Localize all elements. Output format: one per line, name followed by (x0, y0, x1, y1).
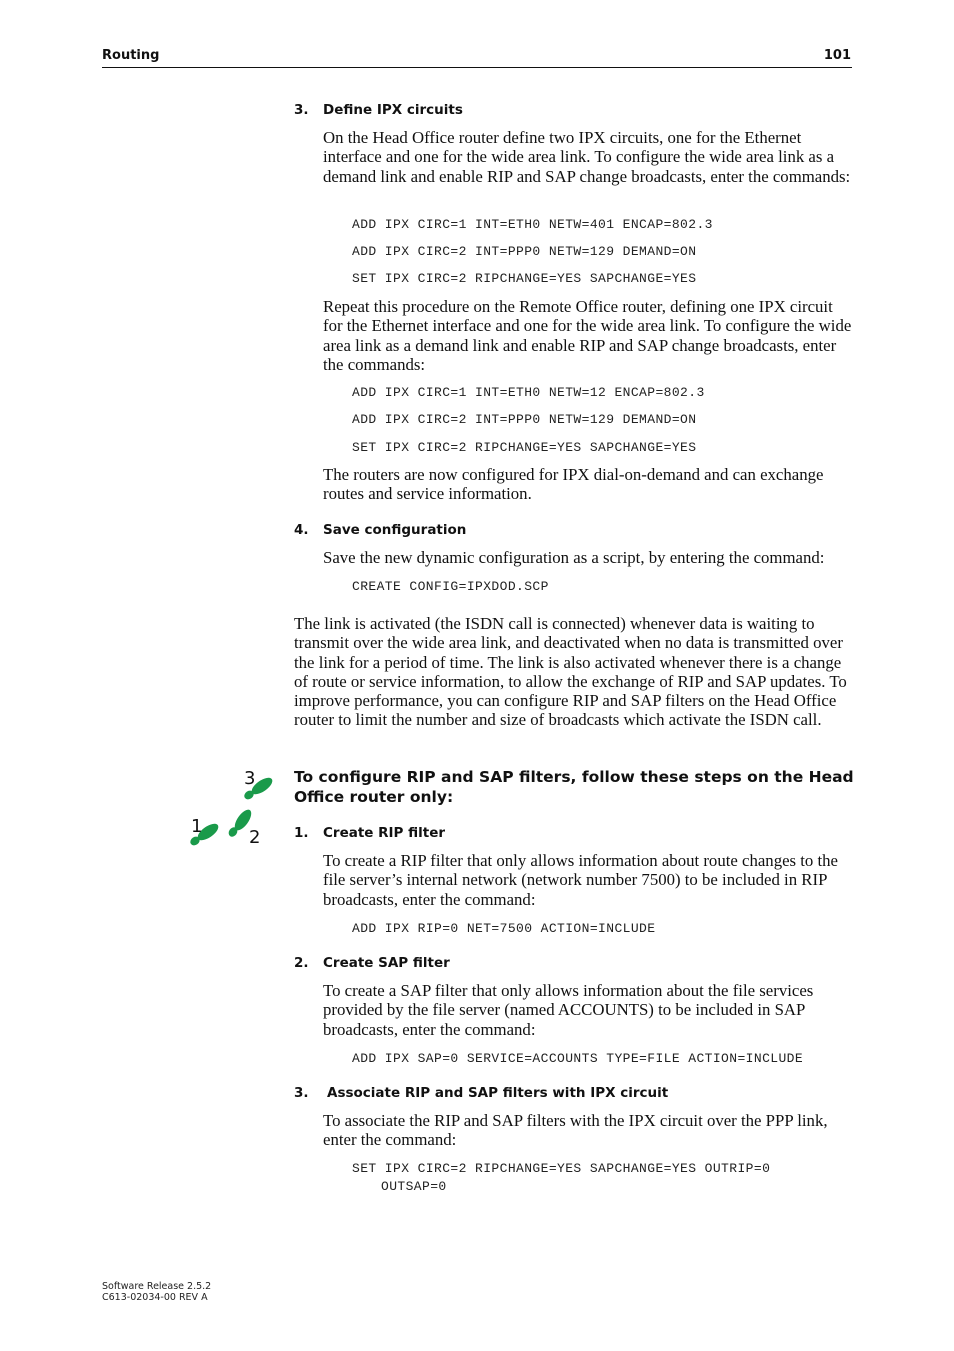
step-heading-create-rip-filter (294, 825, 445, 841)
footstep-label-2: 2 (249, 827, 261, 848)
command-line: ADD IPX CIRC=1 INT=ETH0 NETW=401 ENCAP=802.3 (352, 217, 713, 232)
command-line: ADD IPX CIRC=1 INT=ETH0 NETW=12 ENCAP=802.3 (352, 385, 705, 400)
command-line: ADD IPX SAP=0 SERVICE=ACCOUNTS TYPE=FILE ACTION=INCLUDE (352, 1051, 804, 1066)
step-title: Create RIP filter (323, 825, 446, 841)
step-heading-save-configuration (294, 522, 466, 538)
footstep-label-1: 1 (191, 816, 203, 837)
procedure-heading: To configure RIP and SAP filters, follow these steps on the Head Office router only: (294, 768, 854, 806)
paragraph-head-office-circuits: On the Head Office router define two IPX circuits, one for the Ethernet interface and one for the wide area link. To configure the wide area link as a demand link and enable RIP and SAP change broadcasts, enter the commands: (323, 128, 851, 186)
footer-doc-id: C613-02034-00 REV A (102, 1292, 208, 1303)
footer-release: Software Release 2.5.2 (102, 1281, 212, 1292)
step-heading-define-ipx-circuits (294, 102, 463, 118)
command-line: ADD IPX CIRC=2 INT=PPP0 NETW=129 DEMAND=ON (352, 244, 697, 259)
step-number: 2. (294, 955, 309, 971)
step-number: 1. (294, 825, 309, 841)
paragraph-link-activation: The link is activated (the ISDN call is connected) whenever data is waiting to transmit over the wide area link, and deactivated when no data is transmitted over the link for a period of time. The link is also activated whenever there is a change of route or service information, to allow the exchange of RIP and SAP updates. To improve performance, you can configure RIP and SAP filters on the Head Office router to limit the number and size of broadcasts which activate the ISDN call. (294, 614, 847, 730)
command-line: ADD IPX CIRC=2 INT=PPP0 NETW=129 DEMAND=ON (352, 412, 697, 427)
command-line: ADD IPX RIP=0 NET=7500 ACTION=INCLUDE (352, 921, 656, 936)
paragraph-routers-configured: The routers are now configured for IPX dial-on-demand and can exchange routes and service information. (323, 465, 824, 504)
footstep-label-3: 3 (244, 768, 256, 789)
paragraph-remote-office-circuits: Repeat this procedure on the Remote Office router, defining one IPX circuit for the Ethernet interface and one for the wide area link. To configure the wide area link as a demand link and enable RIP and SAP change broadcasts, enter the commands: (323, 297, 852, 374)
step-title: Save configuration (323, 522, 467, 538)
header-rule (102, 67, 852, 68)
paragraph-rip-filter: To create a RIP filter that only allows information about route changes to the file server’s internal network (network number 7500) to be included in RIP broadcasts, enter the command: (323, 851, 839, 909)
command-line: SET IPX CIRC=2 RIPCHANGE=YES SAPCHANGE=YES (352, 440, 697, 455)
paragraph-save-config: Save the new dynamic configuration as a script, by entering the command: (323, 548, 825, 567)
page-number: 101 (823, 48, 851, 63)
command-line: SET IPX CIRC=2 RIPCHANGE=YES SAPCHANGE=YES (352, 271, 697, 286)
step-title: Create SAP filter (323, 955, 450, 971)
step-number: 3. (294, 102, 309, 118)
step-title: Define IPX circuits (323, 102, 463, 118)
command-line: SET IPX CIRC=2 RIPCHANGE=YES SAPCHANGE=YES OUTRIP=0 (352, 1161, 771, 1176)
step-number: 4. (294, 522, 309, 538)
paragraph-associate-filters: To associate the RIP and SAP filters with the IPX circuit over the PPP link, enter the command: (323, 1111, 828, 1150)
footsteps-graphic (186, 766, 278, 850)
step-heading-create-sap-filter (294, 955, 450, 971)
step-title: Associate RIP and SAP filters with IPX circuit (327, 1085, 669, 1101)
step-number: 3. (294, 1085, 309, 1101)
paragraph-sap-filter: To create a SAP filter that only allows information about the file services provided by the file server (named ACCOUNTS) to be included in SAP broadcasts, enter the command: (323, 981, 814, 1039)
step-heading-associate-filters (294, 1085, 668, 1101)
command-line: CREATE CONFIG=IPXDOD.SCP (352, 579, 549, 594)
footsteps-icon (186, 766, 278, 850)
running-header-section: Routing (102, 48, 160, 63)
command-line-continuation: OUTSAP=0 (381, 1179, 447, 1194)
